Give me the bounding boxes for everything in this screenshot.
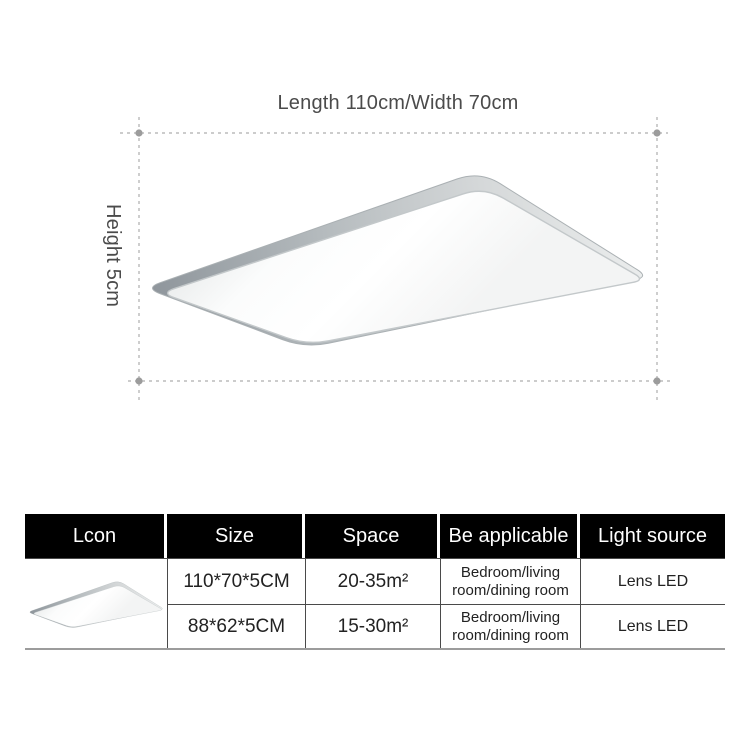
light-source-value: Lens LED: [580, 559, 725, 604]
applicable-value: [440, 559, 580, 604]
space-value: 20-35m²: [305, 559, 440, 604]
size-value: 88*62*5CM: [167, 604, 305, 648]
spec-table-body: [25, 558, 725, 650]
header-space: Space: [305, 514, 440, 558]
ceiling-lamp-icon: [26, 573, 166, 635]
applicable-line2: room/dining room: [452, 581, 569, 599]
length-width-label: Length 110cm/Width 70cm: [277, 92, 519, 114]
header-light-source: Light source: [580, 514, 725, 558]
height-label: Height 5cm: [102, 204, 124, 308]
size-value: 110*70*5CM: [167, 559, 305, 604]
applicable-line1: Bedroom/living: [460, 563, 561, 581]
applicable-line1: Bedroom/living: [460, 608, 561, 626]
header-size: Size: [167, 514, 305, 558]
ceiling-lamp-image: [153, 176, 643, 345]
spec-table-header: [25, 514, 725, 558]
header-applicable: Be applicable: [440, 514, 580, 558]
space-value: 15-30m²: [305, 604, 440, 648]
applicable-line2: room/dining room: [452, 626, 569, 644]
applicable-value: [440, 604, 580, 648]
product-thumbnail-cell: [25, 559, 167, 648]
light-source-value: Lens LED: [580, 604, 725, 648]
header-icon: Lcon: [25, 514, 167, 558]
spec-table: [25, 514, 725, 650]
